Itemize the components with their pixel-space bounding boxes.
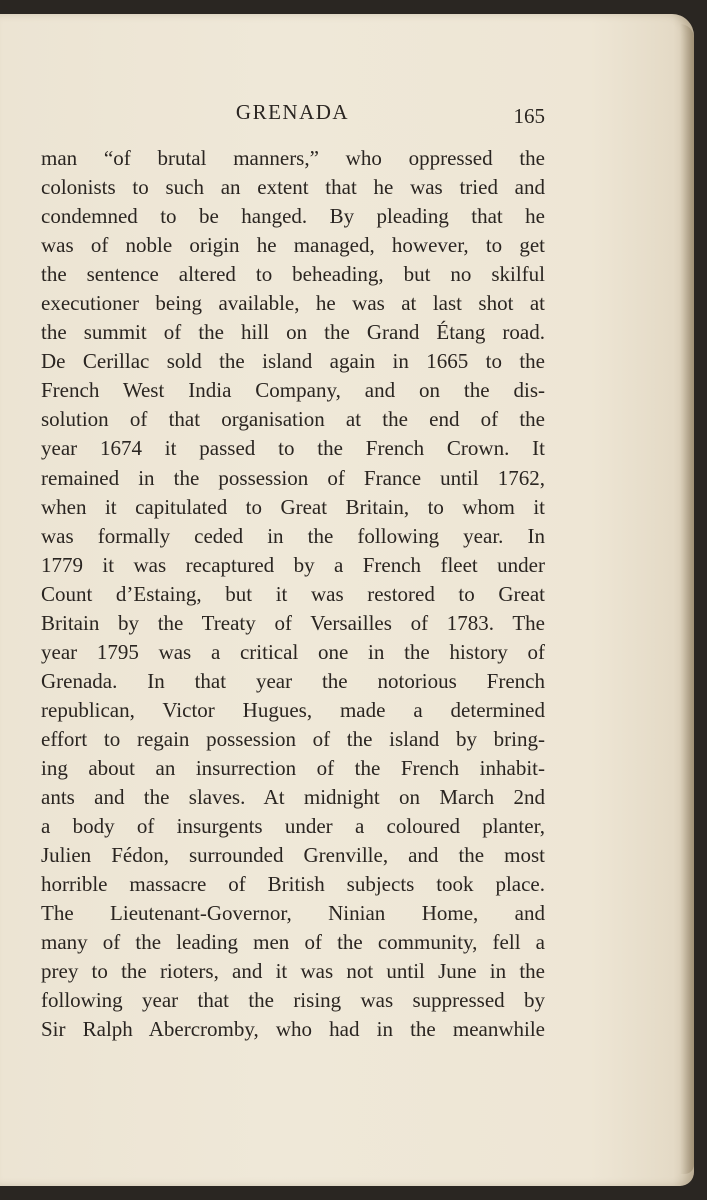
page-header (40, 100, 545, 130)
body-text (41, 144, 545, 1044)
text-line: a body of insurgents under a coloured planter, (41, 814, 545, 839)
book-page (0, 14, 694, 1186)
text-line: colonists to such an extent that he was tried and (41, 175, 545, 200)
text-line: Count d’Estaing, but it was restored to Great (41, 581, 545, 606)
text-line: ing about an insurrection of the French inhabit- (41, 755, 545, 780)
text-line: republican, Victor Hugues, made a determined (41, 697, 545, 722)
text-line: when it capitulated to Great Britain, to whom it (41, 494, 545, 519)
text-line: year 1795 was a critical one in the history of (41, 639, 545, 664)
page-edge-shadow (680, 24, 694, 1174)
text-line: The Lieutenant-Governor, Ninian Home, and (41, 901, 545, 926)
text-line: 1779 it was recaptured by a French fleet under (41, 552, 545, 577)
text-line: man “of brutal manners,” who oppressed the (41, 146, 545, 170)
text-line: was of noble origin he managed, however, to get (41, 233, 545, 258)
text-line: executioner being available, he was at last shot at (41, 291, 545, 316)
text-line: horrible massacre of British subjects took place. (41, 872, 545, 897)
text-line: the summit of the hill on the Grand Étang road. (41, 320, 545, 345)
text-line: Sir Ralph Abercromby, who had in the meanwhile (41, 1017, 545, 1042)
text-line: following year that the rising was suppressed by (41, 988, 545, 1013)
text-line: the sentence altered to beheading, but no skilful (41, 262, 545, 287)
text-line: De Cerillac sold the island again in 1665 to the (41, 349, 545, 374)
running-title: GRENADA (235, 100, 350, 124)
text-line: condemned to be hanged. By pleading that he (41, 204, 545, 229)
text-line: remained in the possession of France until 1762, (41, 465, 545, 490)
text-line: Britain by the Treaty of Versailles of 1783. The (41, 610, 545, 635)
text-line: prey to the rioters, and it was not until June in the (41, 959, 545, 984)
text-line: year 1674 it passed to the French Crown. It (41, 436, 545, 461)
text-line: was formally ceded in the following year. In (41, 523, 545, 548)
text-line: Julien Fédon, surrounded Grenville, and the most (41, 843, 545, 868)
text-line: French West India Company, and on the dis- (41, 378, 545, 403)
text-line: effort to regain possession of the island by bring- (41, 726, 545, 751)
text-line: ants and the slaves. At midnight on March 2nd (41, 785, 545, 810)
page-number: 165 (513, 104, 545, 128)
text-line: many of the leading men of the community, fell a (41, 930, 545, 955)
text-line: Grenada. In that year the notorious French (41, 668, 545, 693)
text-line: solution of that organisation at the end of the (41, 407, 545, 432)
